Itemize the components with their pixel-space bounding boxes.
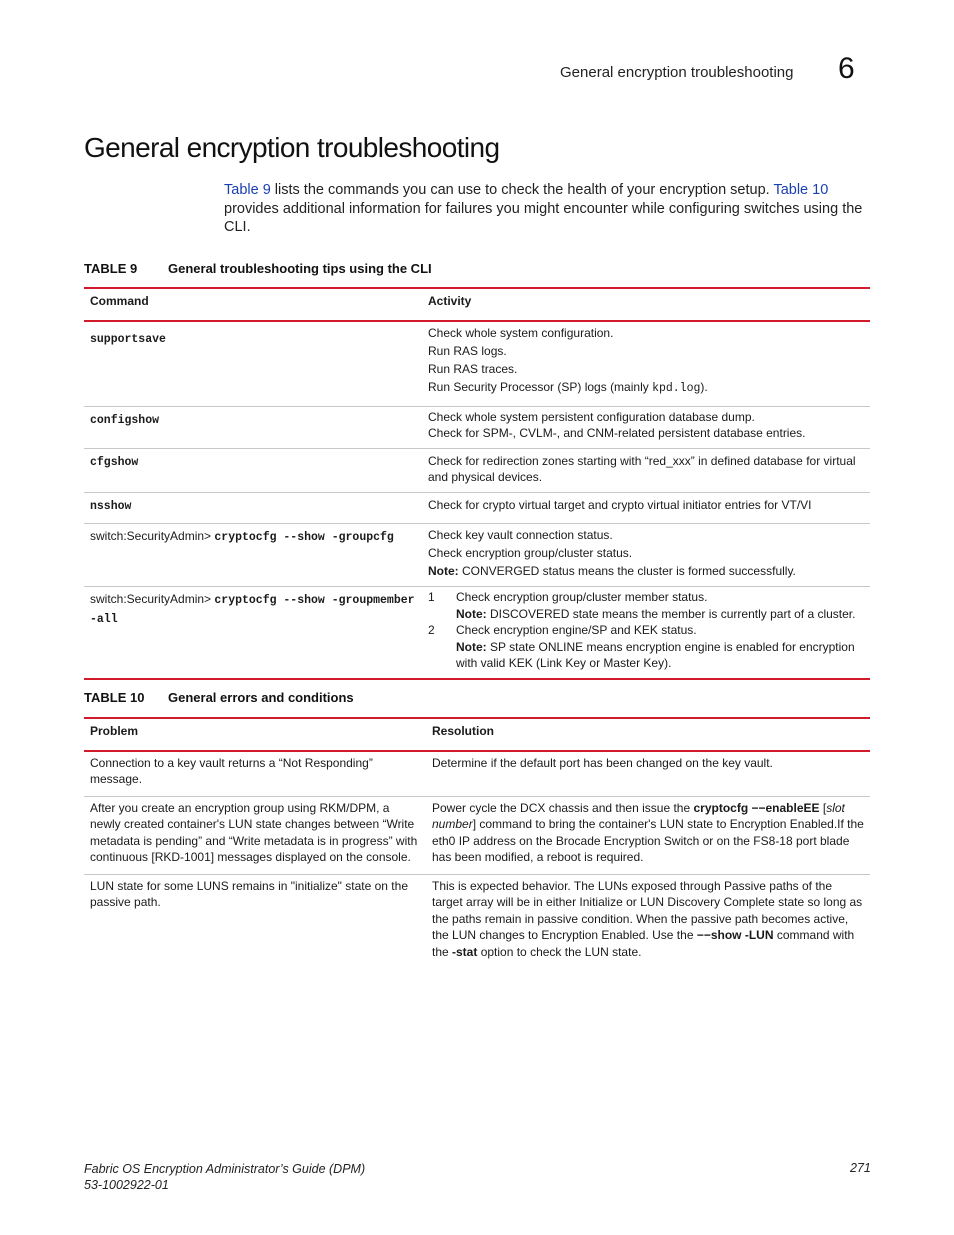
footer-doc-info <box>84 1161 365 1193</box>
intro-paragraph <box>224 181 864 237</box>
activity-line: Check key vault connection status. <box>428 528 613 542</box>
activity-line: Check for SPM-, CVLM-, and CNM-related persistent database entries. <box>428 426 806 440</box>
table-row <box>84 406 870 448</box>
activity-line: Check whole system configuration. <box>428 325 614 340</box>
note-label: Note: <box>428 564 459 578</box>
step-text: Check encryption engine/SP and KEK status. <box>456 623 697 637</box>
running-header: General encryption troubleshooting <box>560 64 794 81</box>
table9-header-command: Command <box>84 288 422 321</box>
activity-text: Run Security Processor (SP) logs (mainly <box>428 379 653 394</box>
resolution-part: Power cycle the DCX chassis and then issue the <box>432 800 694 815</box>
footer-doc-title: Fabric OS Encryption Administrator’s Guide (DPM) <box>84 1162 366 1176</box>
resolution-param: slot number <box>432 800 845 831</box>
command-cfgshow: cfgshow <box>90 455 139 469</box>
activity-line: Check for crypto virtual target and crypto virtual initiator entries for VT/VI <box>428 497 812 512</box>
table-row <box>84 492 870 524</box>
table-row <box>84 796 870 874</box>
intro-text-1: lists the commands you can use to check the health of your encryption setup. <box>270 182 774 198</box>
problem-text: After you create an encryption group using RKM/DPM, a newly created container's LUN state changes between “Write metadata is pending” and “Write metadata is in progress” with continuous [RKD-1001] messages displayed on the console. <box>90 800 418 864</box>
activity-line <box>428 378 864 398</box>
chapter-number: 6 <box>838 52 855 85</box>
resolution-text <box>426 874 870 968</box>
table10-label: TABLE 10 <box>84 690 145 705</box>
step-number: 2 <box>428 623 435 637</box>
problem-text: Connection to a key vault returns a “Not Responding” message. <box>90 755 373 786</box>
table-row <box>84 587 870 679</box>
table9 <box>84 287 870 680</box>
page-title: General encryption troubleshooting <box>84 132 500 163</box>
table10-caption <box>84 690 354 705</box>
command-supportsave: supportsave <box>90 332 166 346</box>
note-label: Note: <box>456 639 487 654</box>
command-configshow: configshow <box>90 413 160 427</box>
table-row <box>84 874 870 968</box>
step-2 <box>428 622 864 639</box>
resolution-part: command with the <box>432 928 855 959</box>
activity-line: Check for redirection zones starting with “red_xxx” in defined database for virtual and physical devices. <box>428 453 856 484</box>
intro-text-2: provides additional information for failures you might encounter while configuring switches using the CLI. <box>224 200 863 235</box>
command-cryptocfg-groupcfg: cryptocfg --show -groupcfg <box>214 531 394 544</box>
table-row <box>84 321 870 407</box>
cli-prompt: switch:SecurityAdmin> <box>90 592 215 606</box>
activity-text: ). <box>700 379 708 394</box>
table9-header-activity: Activity <box>422 288 870 321</box>
table10-header-problem: Problem <box>84 718 426 751</box>
note-text: CONVERGED status means the cluster is formed successfully. <box>458 564 796 578</box>
command-cryptocfg-groupmember: cryptocfg --show -groupmember -all <box>90 594 415 626</box>
step-1 <box>428 589 864 606</box>
log-file-code: kpd.log <box>652 381 701 395</box>
activity-line: Run RAS traces. <box>428 361 518 376</box>
note-line <box>428 639 864 672</box>
note-label: Note: <box>456 606 487 621</box>
cli-prompt: switch:SecurityAdmin> <box>90 529 215 543</box>
table-row <box>84 448 870 492</box>
table9-caption <box>84 261 432 276</box>
table10 <box>84 717 870 968</box>
table10-link[interactable]: Table 10 <box>773 182 829 198</box>
footer-page-number: 271 <box>850 1161 871 1175</box>
table10-header-resolution: Resolution <box>426 718 870 751</box>
resolution-command: cryptocfg −−enableEE <box>693 800 820 815</box>
resolution-part: ] command to bring the container's LUN state to Encryption Enabled.If the eth0 IP address on the Brocade Encryption Switch or on the FS8-18 port blade has been modified, a reboot is required. <box>432 817 864 864</box>
step-number: 1 <box>428 590 435 604</box>
activity-line: Check whole system persistent configuration database dump. <box>428 409 755 424</box>
footer-doc-number: 53-1002922-01 <box>84 1178 169 1192</box>
command-nsshow: nsshow <box>90 499 132 513</box>
activity-line: Check encryption group/cluster status. <box>428 546 633 560</box>
note-line <box>428 562 864 580</box>
resolution-text: Determine if the default port has been changed on the key vault. <box>432 755 773 770</box>
resolution-option: -stat <box>452 944 478 959</box>
note-text: DISCOVERED state means the member is currently part of a cluster. <box>486 606 856 621</box>
note-text: SP state ONLINE means encryption engine is enabled for encryption with valid KEK (Link Key or Master Key). <box>456 639 855 670</box>
table9-title: General troubleshooting tips using the CLI <box>168 261 432 276</box>
resolution-text <box>426 796 870 874</box>
table-row <box>84 524 870 587</box>
step-text: Check encryption group/cluster member status. <box>456 590 708 604</box>
resolution-command: −−show -LUN <box>696 928 774 942</box>
problem-text: LUN state for some LUNS remains in "initialize" state on the passive path. <box>90 878 408 909</box>
activity-line: Run RAS logs. <box>428 343 507 358</box>
resolution-part: [ <box>819 800 827 815</box>
resolution-part: This is expected behavior. The LUNs exposed through Passive paths of the target array will be in either Initialize or LUN Discovery Complete state so long as the paths remain in passive condition. When the passive path becomes active, the LUN changes to Encryption Enabled. Use the <box>432 878 863 942</box>
table-row <box>84 751 870 797</box>
table9-label: TABLE 9 <box>84 261 138 276</box>
resolution-part: option to check the LUN state. <box>477 944 642 959</box>
table10-title: General errors and conditions <box>168 690 354 705</box>
table9-link[interactable]: Table 9 <box>224 182 271 198</box>
note-line <box>428 606 864 623</box>
